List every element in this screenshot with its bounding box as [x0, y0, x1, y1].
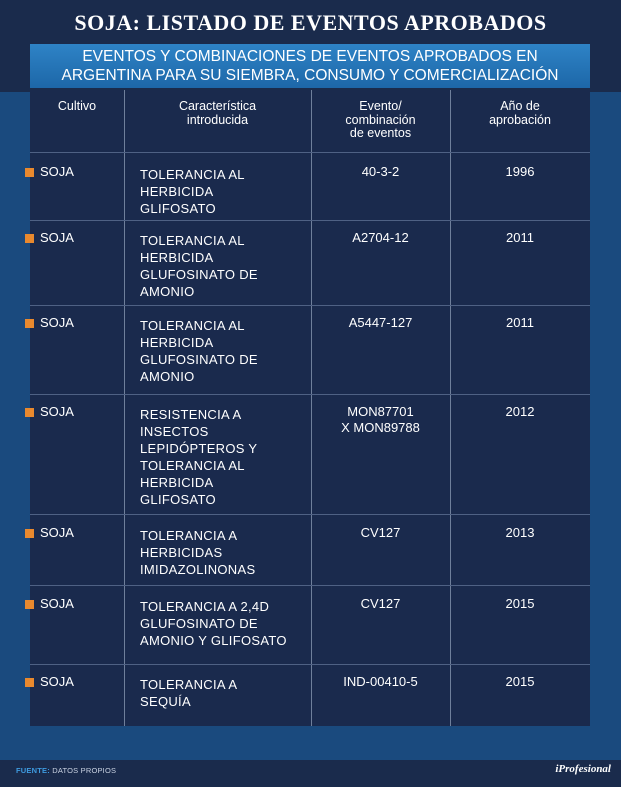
row-trait — [140, 676, 305, 710]
row-crop: SOJA — [40, 164, 74, 179]
row-divider — [30, 514, 590, 515]
row-trait-line: GLIFOSATO — [140, 201, 216, 216]
header-crop-text: Cultivo — [57, 99, 97, 113]
row-event — [311, 404, 450, 436]
row-trait — [140, 527, 305, 578]
subtitle-band — [30, 44, 590, 88]
row-trait — [140, 317, 305, 385]
row-trait-line: AMONIO — [140, 284, 195, 299]
bullet-icon — [25, 319, 34, 328]
row-trait-line: HERBICIDA — [140, 184, 214, 199]
row-trait — [140, 232, 305, 300]
bullet-icon — [25, 234, 34, 243]
row-trait-line: HERBICIDA — [140, 250, 214, 265]
row-year: 1996 — [505, 164, 535, 179]
header-trait-line: introducida — [186, 112, 249, 127]
page-title: SOJA: LISTADO DE EVENTOS APROBADOS — [74, 10, 547, 35]
row-event-line: X MON89788 — [341, 420, 420, 435]
row-trait-line: GLIFOSATO — [140, 492, 216, 507]
row-divider — [30, 664, 590, 665]
row-trait-line: TOLERANCIA AL — [140, 458, 245, 473]
row-trait-line: GLUFOSINATO DE — [140, 267, 258, 282]
row-trait — [140, 598, 310, 649]
row-event-line: CV127 — [360, 596, 401, 611]
row-crop: SOJA — [40, 230, 74, 245]
brand-logo: iProfesional — [555, 763, 611, 775]
row-event — [311, 164, 450, 180]
header-event-line: Evento/ — [359, 99, 402, 113]
row-trait-line: HERBICIDAS — [140, 545, 223, 560]
header-trait-line: Característica — [178, 99, 257, 113]
row-trait-line: IMIDAZOLINONAS — [140, 562, 256, 577]
row-year: 2012 — [505, 404, 535, 419]
row-crop: SOJA — [40, 525, 74, 540]
source-text: DATOS PROPIOS — [52, 766, 117, 775]
row-trait-line: LEPIDÓPTEROS Y — [140, 441, 258, 456]
row-divider — [30, 220, 590, 221]
subtitle-line: EVENTOS Y COMBINACIONES DE EVENTOS APROBADOS EN — [82, 48, 538, 65]
row-year: 2011 — [506, 230, 534, 245]
row-event — [311, 315, 450, 331]
row-divider — [30, 152, 590, 153]
row-trait-line: TOLERANCIA A — [140, 677, 238, 692]
row-trait-line: TOLERANCIA AL — [140, 318, 245, 333]
source-note — [16, 766, 116, 775]
row-event-line: IND-00410-5 — [343, 674, 418, 689]
bullet-icon — [25, 168, 34, 177]
header-year-line: aprobación — [489, 112, 551, 127]
bullet-icon — [25, 408, 34, 417]
row-event-line: CV127 — [360, 525, 401, 540]
row-event — [311, 596, 450, 612]
row-divider — [30, 305, 590, 306]
row-event — [311, 674, 450, 690]
row-trait-line: HERBICIDA — [140, 475, 214, 490]
row-trait-line: SEQUÍA — [140, 694, 191, 709]
row-trait-line: AMONIO — [140, 369, 195, 384]
header-year-line: Año de — [500, 99, 540, 113]
bullet-icon — [25, 600, 34, 609]
row-event-line: A5447-127 — [348, 315, 413, 330]
row-year: 2015 — [505, 674, 535, 689]
row-crop: SOJA — [40, 596, 74, 611]
events-table — [30, 90, 590, 726]
row-divider — [30, 394, 590, 395]
row-trait-line: RESISTENCIA A — [140, 407, 242, 422]
row-event-line: MON87701 — [347, 404, 414, 419]
row-trait-line: GLUFOSINATO DE — [140, 616, 258, 631]
subtitle-line: ARGENTINA PARA SU SIEMBRA, CONSUMO Y COMERCIALIZACIÓN — [61, 67, 559, 84]
row-year: 2013 — [505, 525, 535, 540]
row-trait — [140, 166, 305, 217]
row-event — [311, 230, 450, 246]
row-trait-line: AMONIO Y GLIFOSATO — [140, 633, 287, 648]
row-event-line: 40-3-2 — [361, 164, 400, 179]
row-trait-line: TOLERANCIA AL — [140, 167, 245, 182]
row-year: 2011 — [506, 315, 534, 330]
header-event-line: de eventos — [349, 126, 412, 140]
row-trait-line: TOLERANCIA A — [140, 528, 238, 543]
row-event — [311, 525, 450, 541]
row-trait-line: TOLERANCIA A 2,4D — [140, 599, 270, 614]
header-trait — [124, 100, 311, 127]
row-crop: SOJA — [40, 404, 74, 419]
row-trait-line: GLUFOSINATO DE — [140, 352, 258, 367]
header-year — [450, 100, 590, 127]
bullet-icon — [25, 678, 34, 687]
row-trait-line: INSECTOS — [140, 424, 209, 439]
bullet-icon — [25, 529, 34, 538]
row-crop: SOJA — [40, 315, 74, 330]
row-trait-line: TOLERANCIA AL — [140, 233, 245, 248]
header-event-line: combinación — [345, 112, 416, 127]
row-crop: SOJA — [40, 674, 74, 689]
row-year: 2015 — [505, 596, 535, 611]
row-divider — [30, 585, 590, 586]
source-label: FUENTE: — [16, 766, 50, 775]
header-event — [311, 100, 450, 141]
row-trait — [140, 406, 305, 508]
column-divider — [124, 90, 125, 726]
header-crop — [30, 100, 124, 114]
row-event-line: A2704-12 — [352, 230, 409, 245]
row-trait-line: HERBICIDA — [140, 335, 214, 350]
